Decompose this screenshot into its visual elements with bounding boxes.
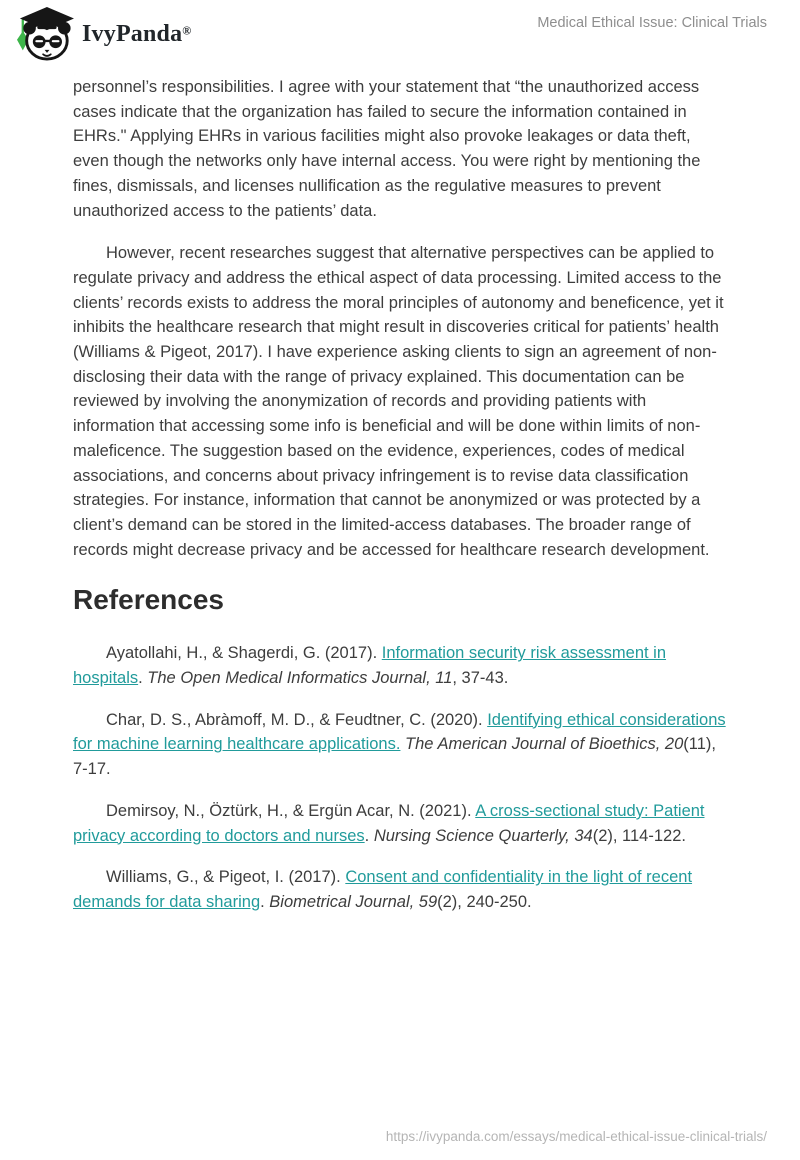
source-url: https://ivypanda.com/essays/medical-ethical-issue-clinical-trials/: [385, 1129, 767, 1144]
reference-entry: [73, 799, 727, 848]
reference-pages: (2), 114-122.: [592, 826, 686, 845]
reference-authors: Williams, G., & Pigeot, I. (2017).: [106, 868, 346, 887]
reference-link[interactable]: A cross-sectional study: Patient privacy according to doctors and nurses: [73, 801, 705, 845]
reference-separator: .: [138, 669, 148, 688]
reference-entry: [73, 708, 727, 782]
document-title: Medical Ethical Issue: Clinical Trials: [537, 15, 767, 31]
reference-pages: (2), 240-250.: [437, 892, 532, 911]
reference-link[interactable]: Information security risk assessment in hospitals: [73, 644, 667, 688]
reference-authors: Demirsoy, N., Öztürk, H., & Ergün Acar, N. (2021).: [106, 801, 476, 820]
reference-pages: (11), 7-17.: [73, 735, 716, 779]
reference-link[interactable]: Consent and confidentiality in the light of recent demands for data sharing: [73, 868, 693, 911]
body-paragraph: personnel’s responsibilities. I agree with your statement that “the unauthorized access cases indicate that the organization has failed to secure the information contained in EHRs." Applying EHRs in various facilities might also provoke leakages or data theft, even though the networks only have internal access. You were right by mentioning the fines, dismissals, and licenses nullification as the regulative measures to prevent unauthorized access to the patients’ data.: [73, 78, 701, 220]
reference-journal: The Open Medical Informatics Journal, 11: [147, 669, 453, 688]
brand: [14, 6, 191, 62]
references-heading: References: [73, 584, 224, 616]
reference-separator: .: [260, 892, 270, 911]
reference-journal: Biometrical Journal, 59: [269, 892, 438, 911]
reference-pages: , 37-43.: [452, 669, 509, 688]
ivypanda-logo-icon: [14, 6, 76, 62]
essay-body: [73, 64, 727, 915]
reference-journal: Nursing Science Quarterly, 34: [373, 826, 593, 845]
reference-authors: Char, D. S., Abràmoff, M. D., & Feudtner, C. (2020).: [106, 710, 488, 729]
page-header: [0, 0, 800, 64]
reference-authors: Ayatollahi, H., & Shagerdi, G. (2017).: [106, 644, 382, 663]
brand-name-text: IvyPanda: [82, 21, 183, 47]
registered-mark: ®: [182, 23, 192, 38]
reference-separator: .: [364, 826, 374, 845]
reference-entry: [73, 865, 727, 914]
reference-entry: [73, 641, 727, 690]
reference-link[interactable]: Identifying ethical considerations for machine learning healthcare applications.: [73, 710, 726, 754]
page-footer: [386, 1129, 767, 1144]
body-paragraph: However, recent researches suggest that alternative perspectives can be applied to regulate privacy and address the ethical aspect of data processing. Limited access to the clients’ records exists to address the moral principles of autonomy and beneficence, yet it inhibits the healthcare research that might result in discoveries critical for patients’ health (Williams & Pigeot, 2017). I have experience asking clients to sign an agreement of non-disclosing their data with the range of privacy explained. This documentation can be reviewed by involving the anonymization of records and providing patients with information that accessing some info is beneficial and will be done within limits of non-maleficence. The suggestion based on the evidence, experiences, codes of medical associations, and concerns about privacy infringement is to revise data classification strategies. For instance, information that cannot be anonymized or was protected by a client’s demand can be stored in the limited-access databases. The broader range of records might decrease privacy and be accessed for healthcare research development.: [73, 244, 724, 559]
reference-journal: The American Journal of Bioethics, 20: [405, 735, 684, 754]
brand-name: [82, 6, 191, 62]
